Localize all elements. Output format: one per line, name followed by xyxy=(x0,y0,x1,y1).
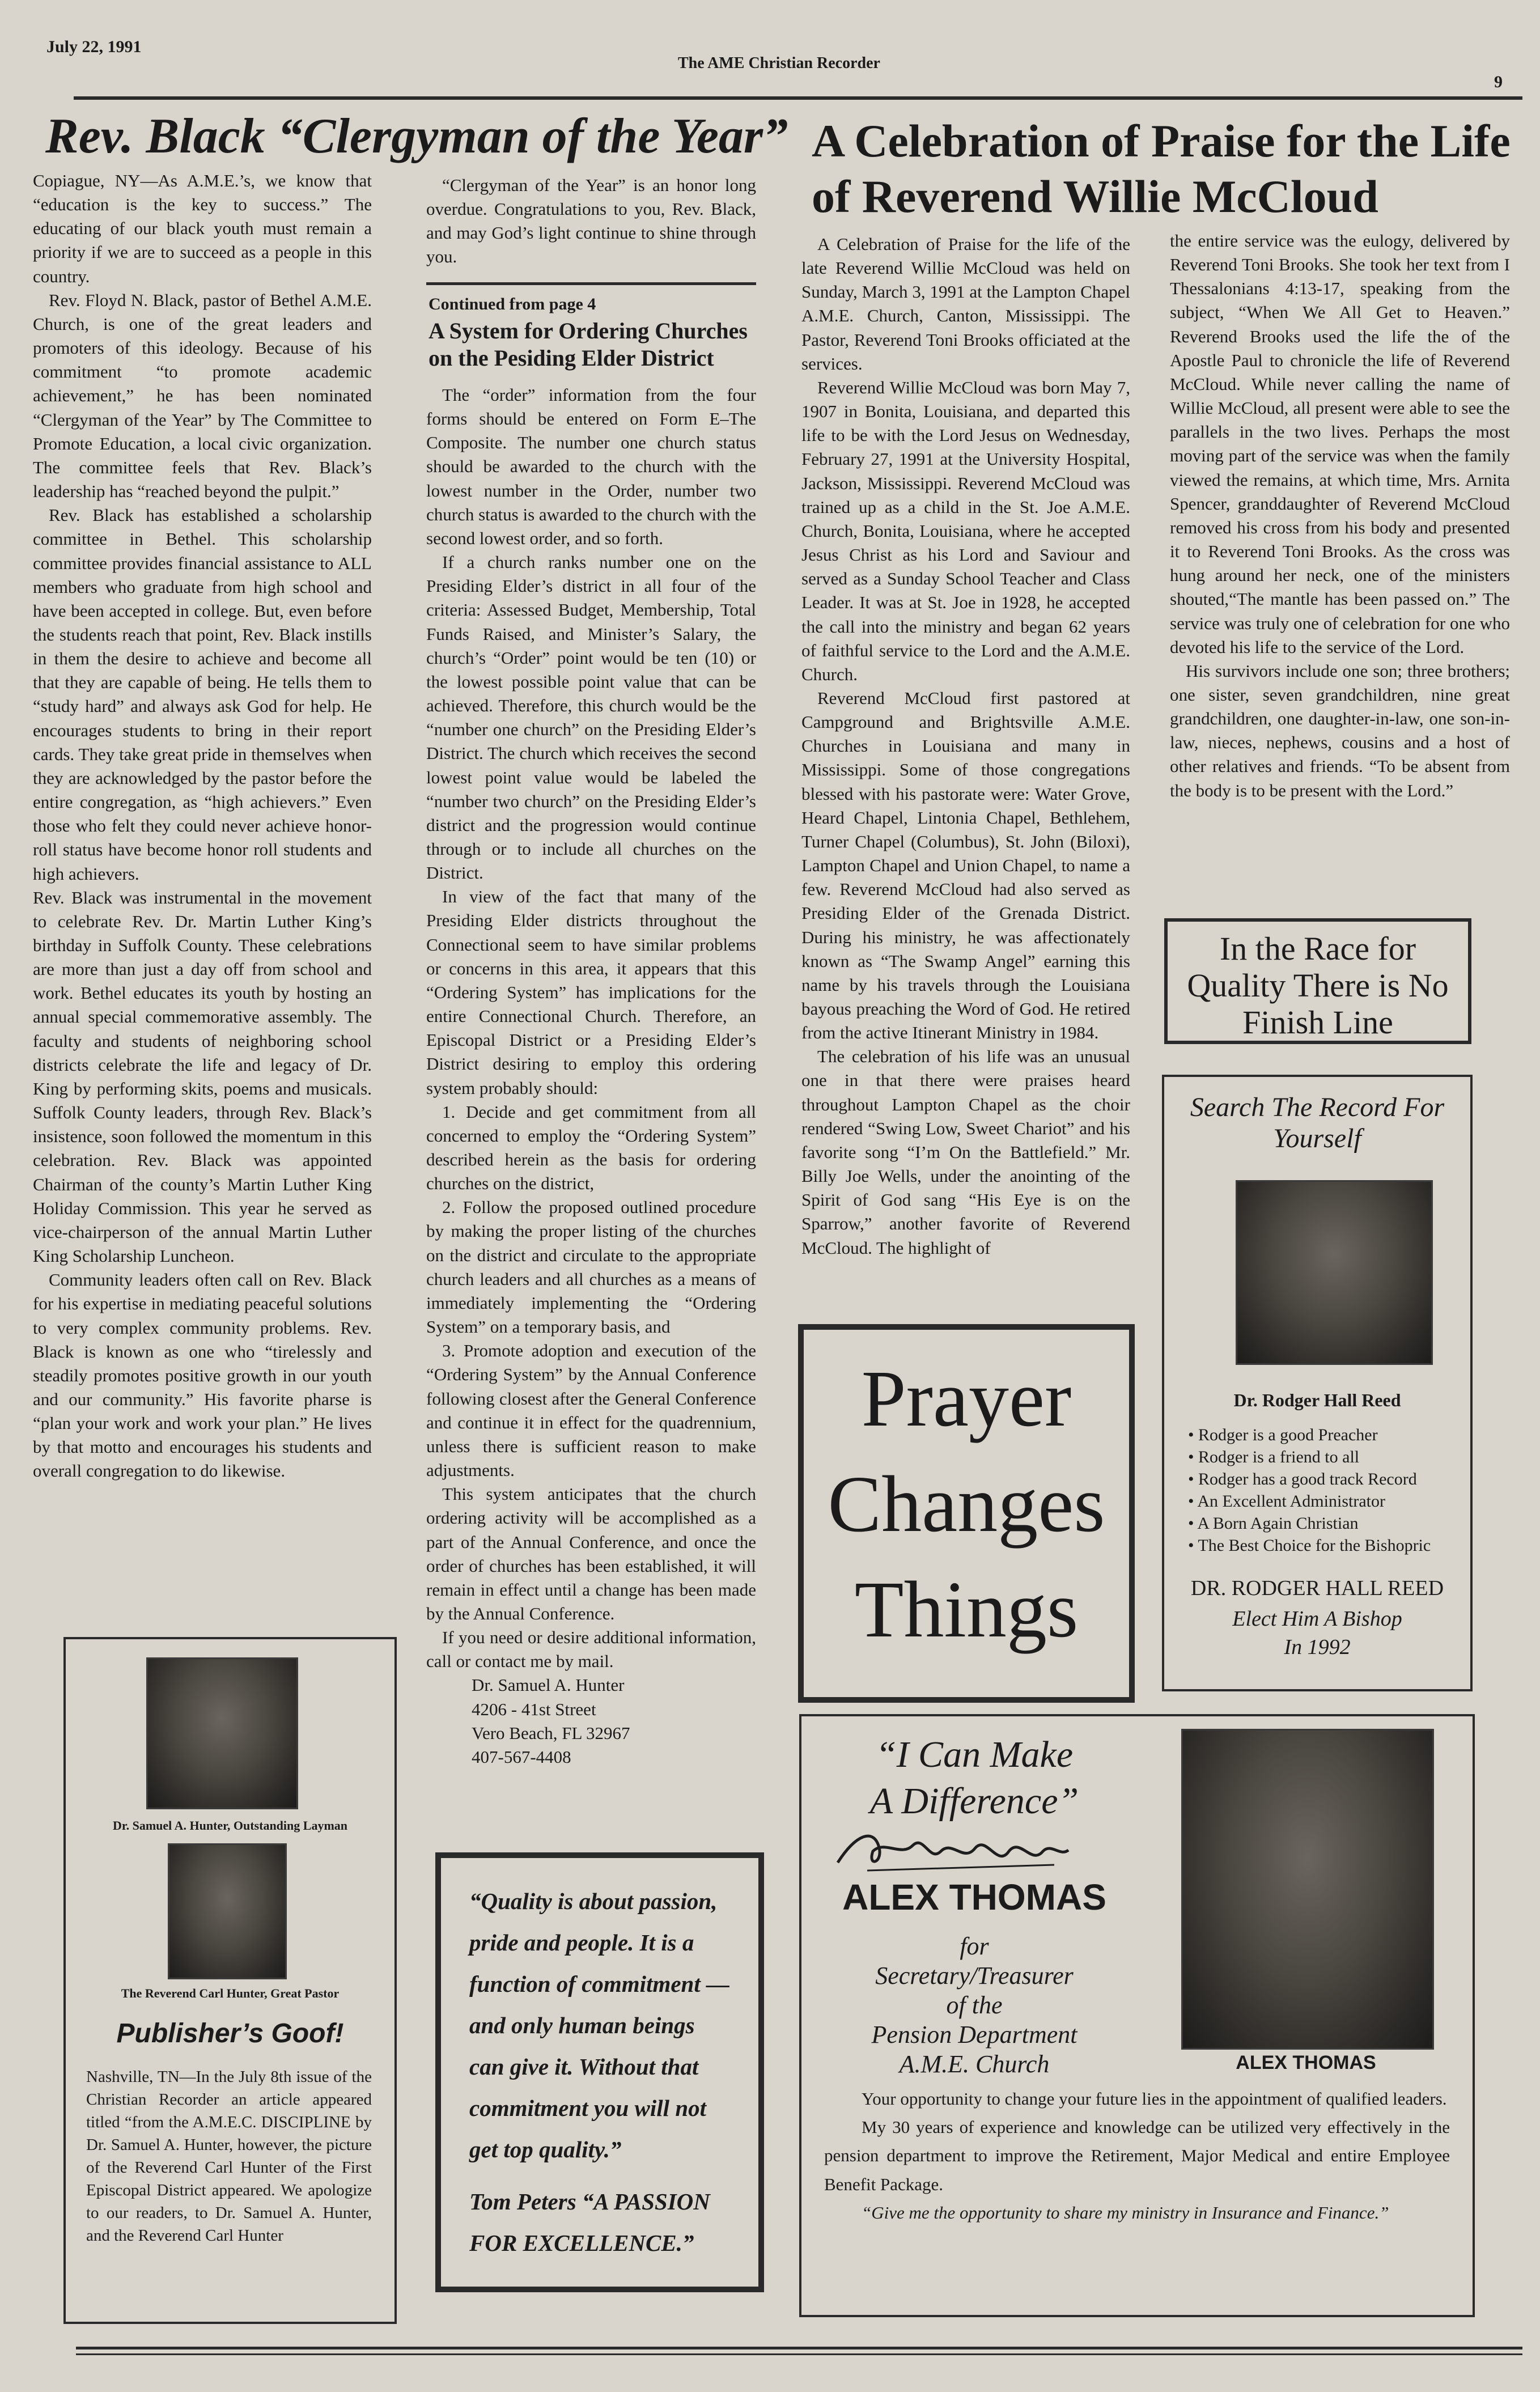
carl-hunter-photo xyxy=(168,1843,287,1979)
paragraph: “Give me the opportunity to share my ministry in Insurance and Finance.” xyxy=(862,2202,1389,2223)
reed-qualities xyxy=(1188,1424,1460,1557)
goof-text: Nashville, TN—In the July 8th issue of the Christian Recorder an article appeared titled “from the A.M.E.C. DISCIPLINE by Dr. Samuel A. Hunter, however, the picture of the Reverend Carl Hunter of the First Episcopal District appeared. We apologize to our readers, to Dr. Samuel A. Hunter, and the Reverend Carl Hunter xyxy=(86,2068,372,2245)
system-body xyxy=(426,383,756,1769)
photo-caption: The Reverend Carl Hunter, Great Pastor xyxy=(121,1986,340,2000)
race-text: In the Race for Quality There is No Finish Line xyxy=(1187,930,1449,1041)
prayer-line: Things xyxy=(854,1564,1079,1654)
paragraph: Rev. Black has established a scholarship committee in Bethel. This scholarship committee provides financial assistance to ALL members who graduate from high school and have been accepted in college. But, even before the students reach that point, Rev. Black instills in them the desire to achieve and become all that they are capable of being. He tells them to “study hard” and always ask God for help. He encourages students to bring in their report cards. They take great pride in themselves when they are acknowledged by the pastor before the entire congregation, as “high achievers.” Even those who felt they could never achieve honor-roll status have become honor roll students and high achievers. xyxy=(33,505,372,884)
publishers-goof-box xyxy=(63,1637,397,2324)
reed-photo xyxy=(1236,1180,1433,1365)
thomas-office: Secretary/Treasurer xyxy=(875,1962,1074,1990)
prayer-box xyxy=(798,1324,1135,1703)
list-item: • The Best Choice for the Bishopric xyxy=(1188,1534,1460,1557)
mccloud-column-1 xyxy=(801,232,1130,1260)
black-headline: Rev. Black “Clergyman of the Year” xyxy=(45,109,788,164)
paragraph: A Celebration of Praise for the life of the late Reverend Willie McCloud was held on Sunday, March 3, 1991 at the Lampton Chapel A.M.E. Church, Canton, Mississippi. The Pastor, Reverend Toni Brooks officiated at the services. xyxy=(801,234,1130,374)
contact-block xyxy=(426,1673,756,1769)
thomas-campaign-box xyxy=(799,1714,1475,2317)
photo-caption: Dr. Samuel A. Hunter, Outstanding Layman xyxy=(112,1818,347,1833)
paragraph: This system anticipates that the church ordering activity will be accomplished as a part of the Annual Conference, and once the order of churches has been established, it will remain in effect until a change has been made by the Annual Conference. xyxy=(426,1484,756,1623)
paragraph: Your opportunity to change your future lies in the appointment of qualified leaders. xyxy=(862,2089,1447,2109)
contact-line: Vero Beach, FL 32967 xyxy=(472,1723,630,1743)
search-heading: Search The Record For Yourself xyxy=(1190,1092,1445,1154)
list-item: • Rodger has a good track Record xyxy=(1188,1468,1460,1490)
thomas-pitch xyxy=(824,2085,1450,2227)
paragraph: In view of the fact that many of the Presiding Elder districts throughout the Connectional seem to have similar problems or concerns in this area, it appears that this “Ordering System” has implications for the entire Connectional Church. Therefore, an Episcopal District or a Presiding Elder’s District desiring to employ this ordering system probably should: xyxy=(426,887,756,1098)
quote-attribution: Tom Peters “A PASSION FOR EXCELLENCE.” xyxy=(469,2189,710,2256)
paper-name: The AME Christian Recorder xyxy=(678,54,880,72)
paragraph: If a church ranks number one on the Presiding Elder’s district in all four of the criteria: Assessed Budget, Membership, Total Funds Raised, and Minister’s Salary, the church’s “Order” point would be ten (10) or the lowest possible point value that can be achieved. Therefore, this church would be the “number one church” on the Presiding Elder’s District. The church which receives the second lowest point value would be labeled the “number two church” on the Presiding Elder’s district and the progression would continue through or to include all churches on the District. xyxy=(426,552,756,883)
thomas-photo xyxy=(1181,1729,1434,2050)
mccloud-column-2 xyxy=(1170,229,1510,803)
prayer-line: Changes xyxy=(828,1459,1105,1549)
contact-line: 407-567-4408 xyxy=(472,1746,571,1767)
bottom-rule xyxy=(76,2347,1522,2349)
race-box xyxy=(1164,918,1471,1044)
contact-line: Dr. Samuel A. Hunter xyxy=(472,1675,625,1695)
prayer-line: Prayer xyxy=(861,1354,1072,1443)
paragraph: His survivors include one son; three brothers; one sister, seven grandchildren, nine great grandchildren, one daughter-in-law, one son-in-law, nieces, nephews, cousins and a host of other relatives and friends. “To be absent from the body is to be present with the Lord.” xyxy=(1170,660,1510,800)
quote-text: “Quality is about passion, pride and people. It is a function of commitment — and only human beings can give it. Without that commitment you will not get top quality.” xyxy=(469,1888,729,2162)
paragraph: 3. Promote adoption and execution of the “Ordering System” by the Annual Conference following closest after the General Conference and continue it in effect for the quadrennium, unless there is sufficient reason to make adjustments. xyxy=(426,1341,756,1481)
thomas-slogan: “I Can Make xyxy=(875,1734,1074,1775)
paragraph: My 30 years of experience and knowledge can be utilized very effectively in the pension department to improve the Retirement, Major Medical and entire Employee Benefit Package. xyxy=(824,2117,1450,2194)
thomas-photo-caption: ALEX THOMAS xyxy=(1236,2052,1376,2073)
continued-note: Continued from page 4 xyxy=(429,295,596,313)
paragraph: “Clergyman of the Year” is an honor long overdue. Congratulations to you, Rev. Black, and may God’s light continue to shine through you. xyxy=(426,175,756,267)
reed-elect: Elect Him A Bishop xyxy=(1232,1607,1402,1631)
black-column-1 xyxy=(33,169,372,1483)
mccloud-headline: A Celebration of Praise for the Life of Reverend Willie McCloud xyxy=(812,115,1511,223)
issue-date: July 22, 1991 xyxy=(46,37,142,56)
thomas-slogan: A Difference” xyxy=(869,1780,1079,1822)
system-title: A System for Ordering Churches on the Pesiding Elder District xyxy=(429,318,748,371)
paragraph: If you need or desire additional information, call or contact me by mail. xyxy=(426,1627,756,1672)
header-rule xyxy=(74,96,1522,100)
thomas-office: Pension Department xyxy=(871,2021,1077,2049)
paragraph: Rev. Floyd N. Black, pastor of Bethel A.M.E. Church, is one of the great leaders and promoters of this ideology. Because of his commitment “to promote academic achievement,” he has been nominated “Clergyman of the Year” by The Committee to Promote Education, a local civic organization. The committee feels that Rev. Black’s leadership has “reached beyond the pulpit.” xyxy=(33,290,372,502)
goof-title: Publisher’s Goof! xyxy=(116,2018,344,2049)
bottom-rule xyxy=(76,2353,1522,2355)
list-item: • A Born Again Christian xyxy=(1188,1512,1460,1534)
reed-caption: Dr. Rodger Hall Reed xyxy=(1233,1390,1401,1410)
paragraph: Rev. Black was instrumental in the movement to celebrate Rev. Dr. Martin Luther King’s birthday in Suffolk County. These celebrations are more than just a day off from school and work. Bethel educates its youth by hosting an annual special commemorative assembly. The faculty and students of neighboring school districts celebrate the life and legacy of Dr. King by performing skits, poems and musicals. Suffolk County leaders, through Rev. Black’s insistence, soon followed the momentum in this celebration. Rev. Black was appointed Chairman of the county’s Martin Luther King Holiday Commission. This year he served as vice-chairperson of the annual Martin Luther King Scholarship Luncheon. xyxy=(33,887,372,1266)
masthead xyxy=(0,0,1540,108)
page-number: 9 xyxy=(1494,73,1503,91)
thomas-for: for xyxy=(960,1932,989,1960)
paragraph: The “order” information from the four forms should be entered on Form E–The Composite. The number one church status should be awarded to the church with the lowest number in the Order, number two church status is awarded to the church with the second lowest order, and so forth. xyxy=(426,385,756,548)
list-item: • An Excellent Administrator xyxy=(1188,1490,1460,1512)
reed-name: DR. RODGER HALL REED xyxy=(1190,1576,1444,1600)
paragraph: Reverend McCloud first pastored at Campground and Brightsville A.M.E. Churches in Louisiana and many in Mississippi. Some of those congregations blessed with his pastorate were: Water Grove, Heard Chapel, Lintonia Chapel, Bethlehem, Turner Chapel (Columbus), St. John (Biloxi), Lampton Chapel and Union Chapel, to name a few. Reverend McCloud had also served as Presiding Elder of the Grenada District. During his ministry, he was affectionately known as “The Swamp Angel” earning this name by his travels through the Louisiana bayous preaching the Word of God. He retired from the active Itinerant Ministry in 1984. xyxy=(801,688,1130,1043)
thomas-name: ALEX THOMAS xyxy=(842,1877,1106,1918)
thomas-office: A.M.E. Church xyxy=(899,2050,1050,2078)
list-item: • Rodger is a friend to all xyxy=(1188,1446,1460,1468)
paragraph: 2. Follow the proposed outlined procedure by making the proper listing of the churches on the district and circulate to the appropriate church leaders and all churches as a means of immediately implementing the “Ordering System” on a temporary basis, and xyxy=(426,1197,756,1337)
quality-quote-box xyxy=(435,1852,764,2292)
divider xyxy=(426,282,756,285)
paragraph: Community leaders often call on Rev. Black for his expertise in mediating peaceful solutions to very complex community problems. Rev. Black is known as one who “tirelessly and steadily promotes positive growth in our youth and our community.” His favorite pharse is “plan your work and work your plan.” He lives by that motto and encourages his students and overall congregation to do likewise. xyxy=(33,1270,372,1481)
paragraph: The celebration of his life was an unusual one in that there were praises heard throughout Lampton Chapel as the choir rendered “Swing Low, Sweet Chariot” and his favorite song “I’m On the Battlefield.” Mr. Billy Joe Wells, under the anointing of the Spirit of God sang “His Eye is on the Sparrow,” another favorite of Reverend McCloud. The highlight of xyxy=(801,1046,1130,1258)
reed-campaign-box xyxy=(1162,1075,1473,1691)
paragraph: Reverend Willie McCloud was born May 7, 1907 in Bonita, Louisiana, and departed this life to be with the Lord Jesus on Wednesday, February 27, 1991 at the University Hospital, Jackson, Mississippi. Reverend McCloud was trained up as a child in the St. Joe A.M.E. Church, Bonita, Louisiana, where he accepted Jesus Christ as his Lord and Saviour and served as a Sunday School Teacher and Class Leader. It was at St. Joe in 1928, he accepted the call into the ministry and began 62 years of faithful service to the Lord and the A.M.E. Church. xyxy=(801,377,1130,684)
list-item: • Rodger is a good Preacher xyxy=(1188,1424,1460,1446)
reed-year: In 1992 xyxy=(1284,1635,1351,1659)
paragraph: Copiague, NY—As A.M.E.’s, we know that “education is the key to success.” The educating of our black youth must remain a priority if we are to succeed as a people in this country. xyxy=(33,171,372,286)
signature-graphic xyxy=(833,1823,1071,1877)
thomas-office: of the xyxy=(946,1991,1003,2019)
contact-line: 4206 - 41st Street xyxy=(472,1699,596,1719)
paragraph: the entire service was the eulogy, delivered by Reverend Toni Brooks. She took her text from I Thessalonians 4:13-17, speaking from the subject, “When We All Get to Heaven.” Reverend Brooks used the life the of the Apostle Paul to chronicle the life of Reverend McCloud. While never calling the name of Willie McCloud, all present were able to see the parallels in the two lives. Perhaps the most moving part of the service was when the family viewed the remains, at which time, Mrs. Arnita Spencer, granddaughter of Reverend McCloud removed his cross from his body and presented it to Reverend Toni Brooks. As the cross was hung around her neck, one of the ministers shouted,“The mantle has been passed on.” The service was truly one of celebration for one who devoted his life to the service of the Lord. xyxy=(1170,231,1510,657)
paragraph: 1. Decide and get commitment from all concerned to employ the “Ordering System” described herein as the basis for ordering churches on the district, xyxy=(426,1101,756,1194)
samuel-hunter-photo xyxy=(146,1657,298,1809)
black-column-2 xyxy=(426,173,756,269)
